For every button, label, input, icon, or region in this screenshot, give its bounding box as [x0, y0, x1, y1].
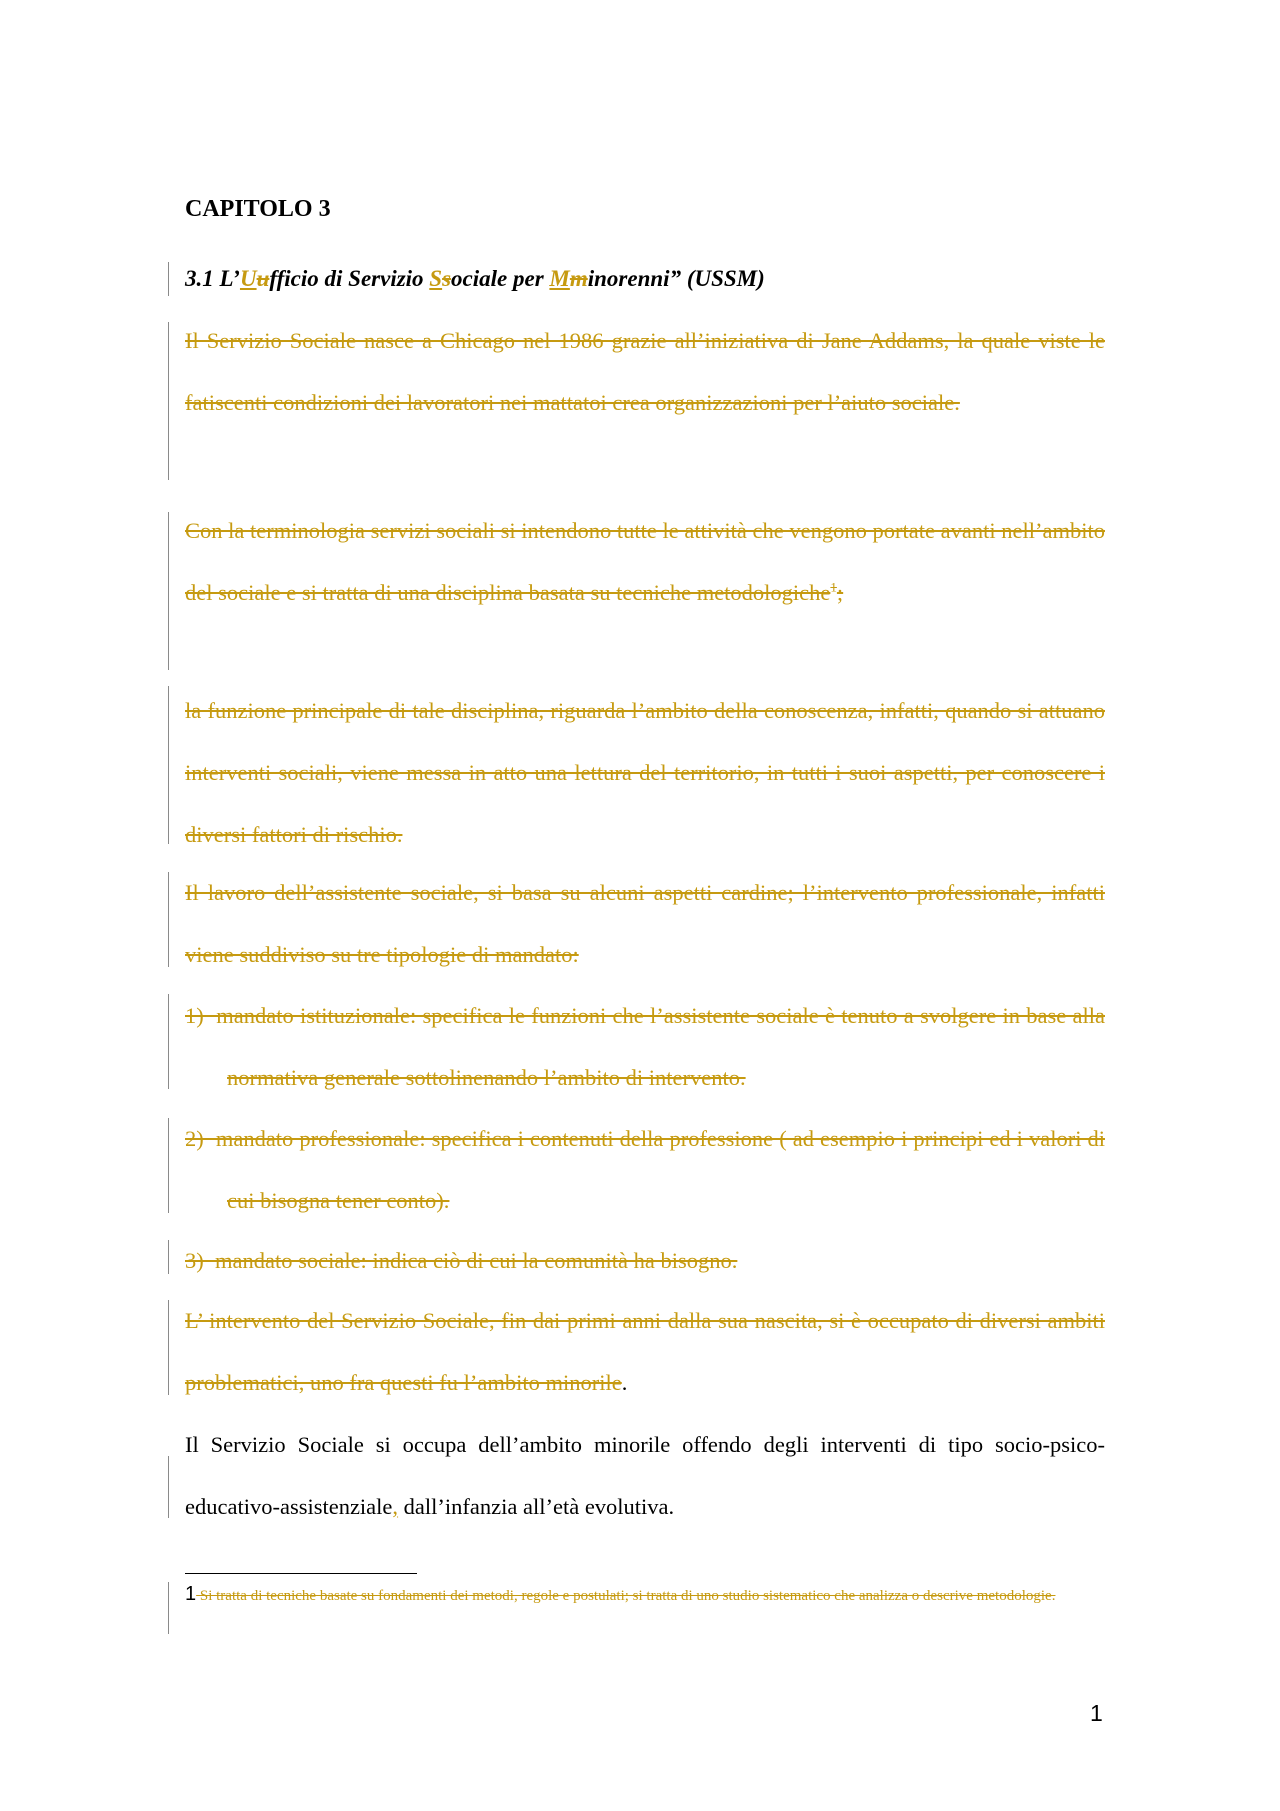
change-bar: [168, 1118, 169, 1213]
chapter-heading: CAPITOLO 3: [185, 196, 331, 222]
paragraph: Il Servizio Sociale si occupa dell’ambito minorile offendo degli interventi di tipo socio-psico-educativo-assistenziale, dall’infanzia all’età evolutiva.: [185, 1432, 1105, 1519]
footnote-number: 1: [185, 1583, 197, 1605]
change-bar: [168, 872, 169, 967]
deleted-text: u: [256, 266, 270, 291]
list-item-deleted: 2) mandato professionale: specifica i contenuti della professione ( ad esempio i principi ed i valori di cui bisogna tener conto).: [185, 1126, 1105, 1213]
page-number: 1: [1090, 1700, 1103, 1726]
list-item-deleted: 1) mandato istituzionale: specifica le funzioni che l’assistente sociale è tenuto a svolgere in base alla normativa generale sottolinenando l’ambito di intervento.: [185, 1003, 1105, 1090]
footnote-separator: [185, 1573, 417, 1574]
change-bar: [168, 1300, 169, 1395]
change-bar: [168, 994, 169, 1089]
paragraph-partially-deleted: L’ intervento del Servizio Sociale, fin dai primi anni dalla sua nascita, si è occupato di diversi ambiti problematici, uno fra questi fu l’ambito minorile.: [185, 1308, 1105, 1395]
change-bar: [168, 1456, 169, 1518]
footnote-text: Si tratta di tecniche basate su fondamenti dei metodi, regole e postulati; si tratta di uno studio sistematico che analizza o descrive metodologie.: [196, 1588, 1056, 1604]
inserted-text: ,: [392, 1494, 399, 1519]
paragraph-deleted: Il lavoro dell’assistente sociale, si basa su alcuni aspetti cardine; l’intervento professionale, infatti viene suddiviso su tre tipologie di mandato:: [185, 880, 1105, 967]
change-bar: [168, 1240, 169, 1274]
change-bar: [168, 686, 169, 844]
inserted-text: S: [429, 266, 443, 291]
inserted-text: M: [549, 266, 570, 291]
deleted-text: s: [442, 266, 452, 291]
change-bar: [168, 322, 169, 480]
footnote: [185, 1582, 1105, 1609]
paragraph-deleted: Il Servizio Sociale nasce a Chicago nel 1986 grazie all’iniziativa di Jane Addams, la quale viste le fatiscenti condizioni dei lavoratori nei mattatoi crea organizzazioni per l’aiuto sociale.: [185, 328, 1105, 415]
inserted-text: U: [239, 266, 257, 291]
paragraph-deleted: la funzione principale di tale disciplina, riguarda l’ambito della conoscenza, infatti, quando si attuano interventi sociali, viene messa in atto una lettura del territorio, in tutti i suoi aspetti, per conoscere i diversi fattori di rischio.: [185, 698, 1105, 847]
footnote-reference: 1: [830, 579, 837, 595]
change-bar: [168, 1582, 169, 1634]
change-bar: [168, 262, 169, 296]
deleted-text: m: [569, 266, 588, 291]
paragraph-deleted: Con la terminologia servizi sociali si intendono tutte le attività che vengono portate avanti nell’ambito del sociale e si tratta di una disciplina basata su tecniche metodologiche$^1$;: [185, 518, 1105, 605]
list-item-deleted: 3) mandato sociale: indica ciò di cui la comunità ha bisogno.: [185, 1248, 738, 1273]
change-bar: [168, 512, 169, 670]
section-title: 3.1 L’Uufficio di Servizio Ssociale per Mminorenni” (USSM): [185, 266, 765, 291]
